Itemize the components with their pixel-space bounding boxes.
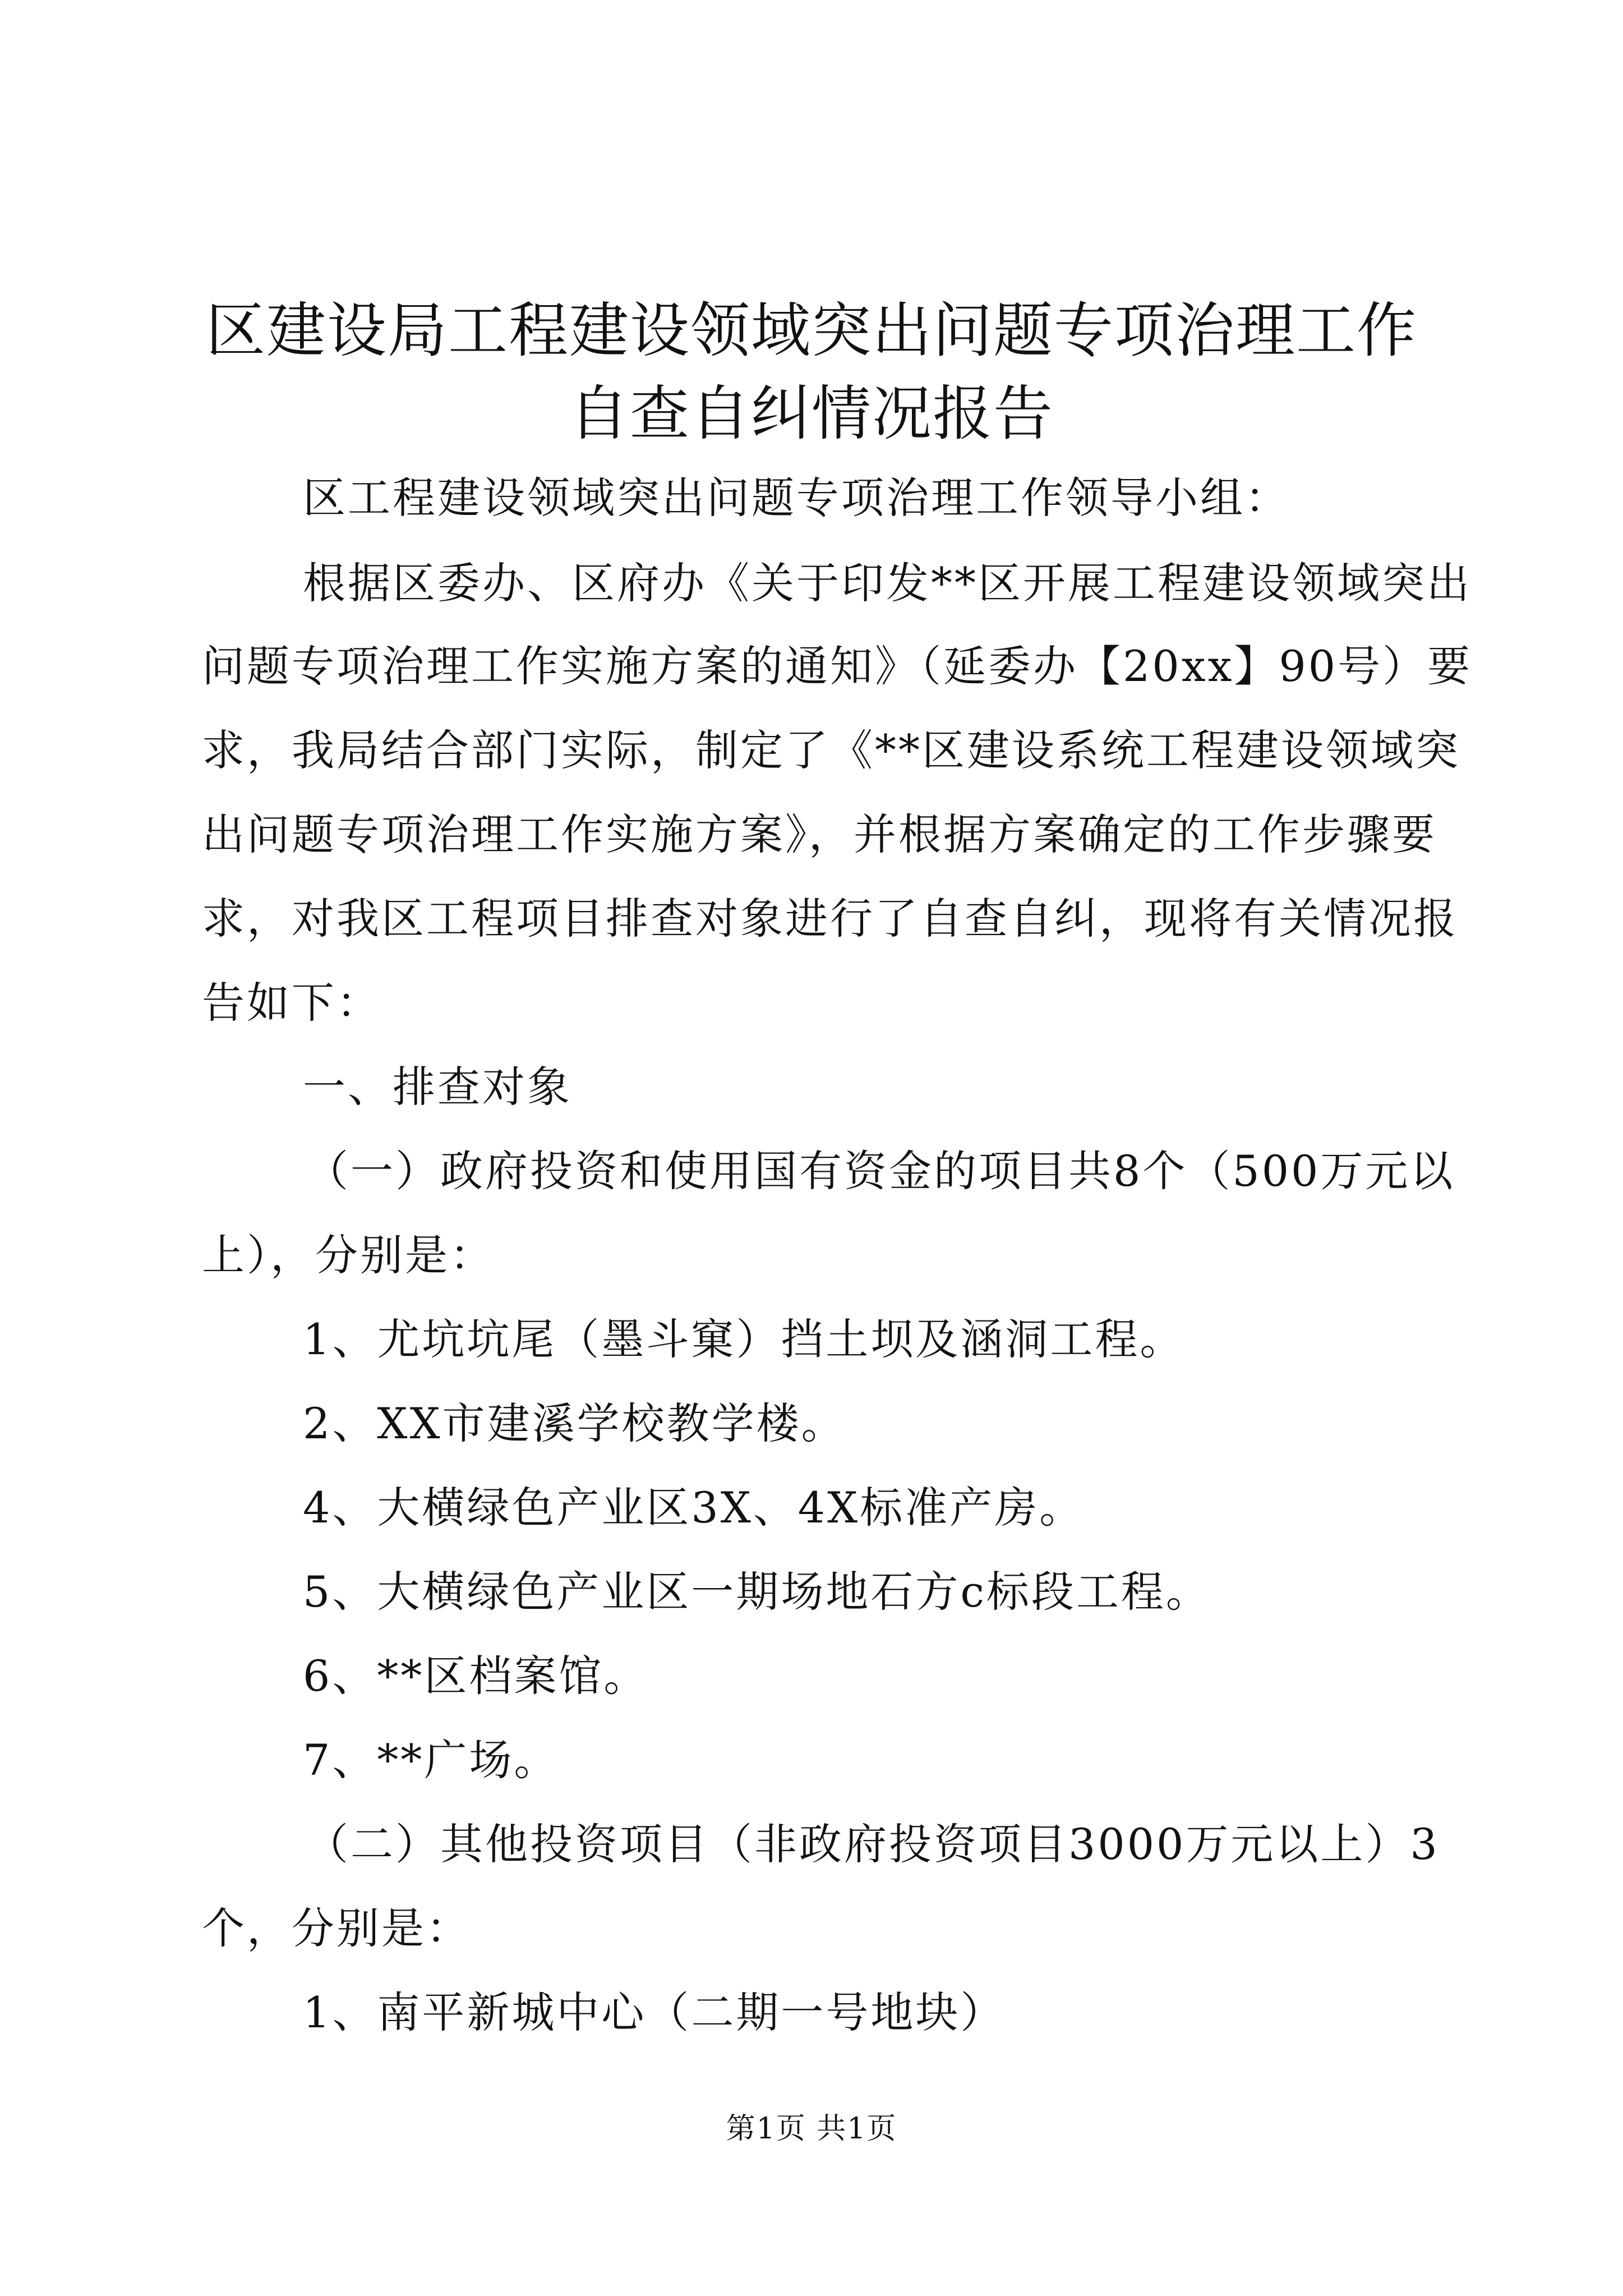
subsection-2-line-1: （二）其他投资项目（非政府投资项目3000万元以上）3 bbox=[306, 1819, 1440, 1869]
list-item: 7、**广场。 bbox=[303, 1735, 559, 1785]
list-item: 4、大横绿色产业区3X、4X标准产房。 bbox=[303, 1483, 1085, 1533]
intro-line-1: 根据区委办、区府办《关于印发**区开展工程建设领域突出 bbox=[303, 558, 1472, 608]
intro-line-3: 求，我局结合部门实际，制定了《**区建设系统工程建设领域突 bbox=[202, 725, 1460, 775]
list-item: 1、南平新城中心（二期一号地块） bbox=[303, 1987, 1006, 2037]
intro-line-5: 求，对我区工程项目排查对象进行了自查自纠，现将有关情况报 bbox=[202, 894, 1458, 944]
list-item: 5、大横绿色产业区一期场地石方c标段工程。 bbox=[303, 1567, 1211, 1617]
page-number-footer: 第1页 共1页 bbox=[726, 2112, 897, 2146]
intro-line-2: 问题专项治理工作实施方案的通知》（延委办【20xx】90号）要 bbox=[202, 641, 1473, 691]
subsection-2-line-2: 个，分别是： bbox=[202, 1903, 471, 1953]
intro-line-4: 出问题专项治理工作实施方案》，并根据方案确定的工作步骤要 bbox=[202, 809, 1437, 859]
list-item: 6、**区档案馆。 bbox=[303, 1651, 649, 1701]
list-item: 1、尤坑坑尾（墨斗窠）挡土坝及涵洞工程。 bbox=[303, 1314, 1185, 1364]
document-title-line-2: 自查自纠情况报告 bbox=[569, 379, 1054, 448]
subsection-1-line-1: （一）政府投资和使用国有资金的项目共8个（500万元以 bbox=[306, 1146, 1455, 1196]
section-heading: 一、排查对象 bbox=[303, 1062, 572, 1112]
list-item: 2、XX市建溪学校教学楼。 bbox=[303, 1398, 846, 1448]
document-title-line-1: 区建设局工程建设领域突出问题专项治理工作 bbox=[206, 296, 1417, 365]
intro-line-6: 告如下： bbox=[202, 978, 381, 1028]
subsection-1-line-2: 上），分别是： bbox=[202, 1230, 495, 1280]
salutation: 区工程建设领域突出问题专项治理工作领导小组： bbox=[303, 473, 1290, 523]
